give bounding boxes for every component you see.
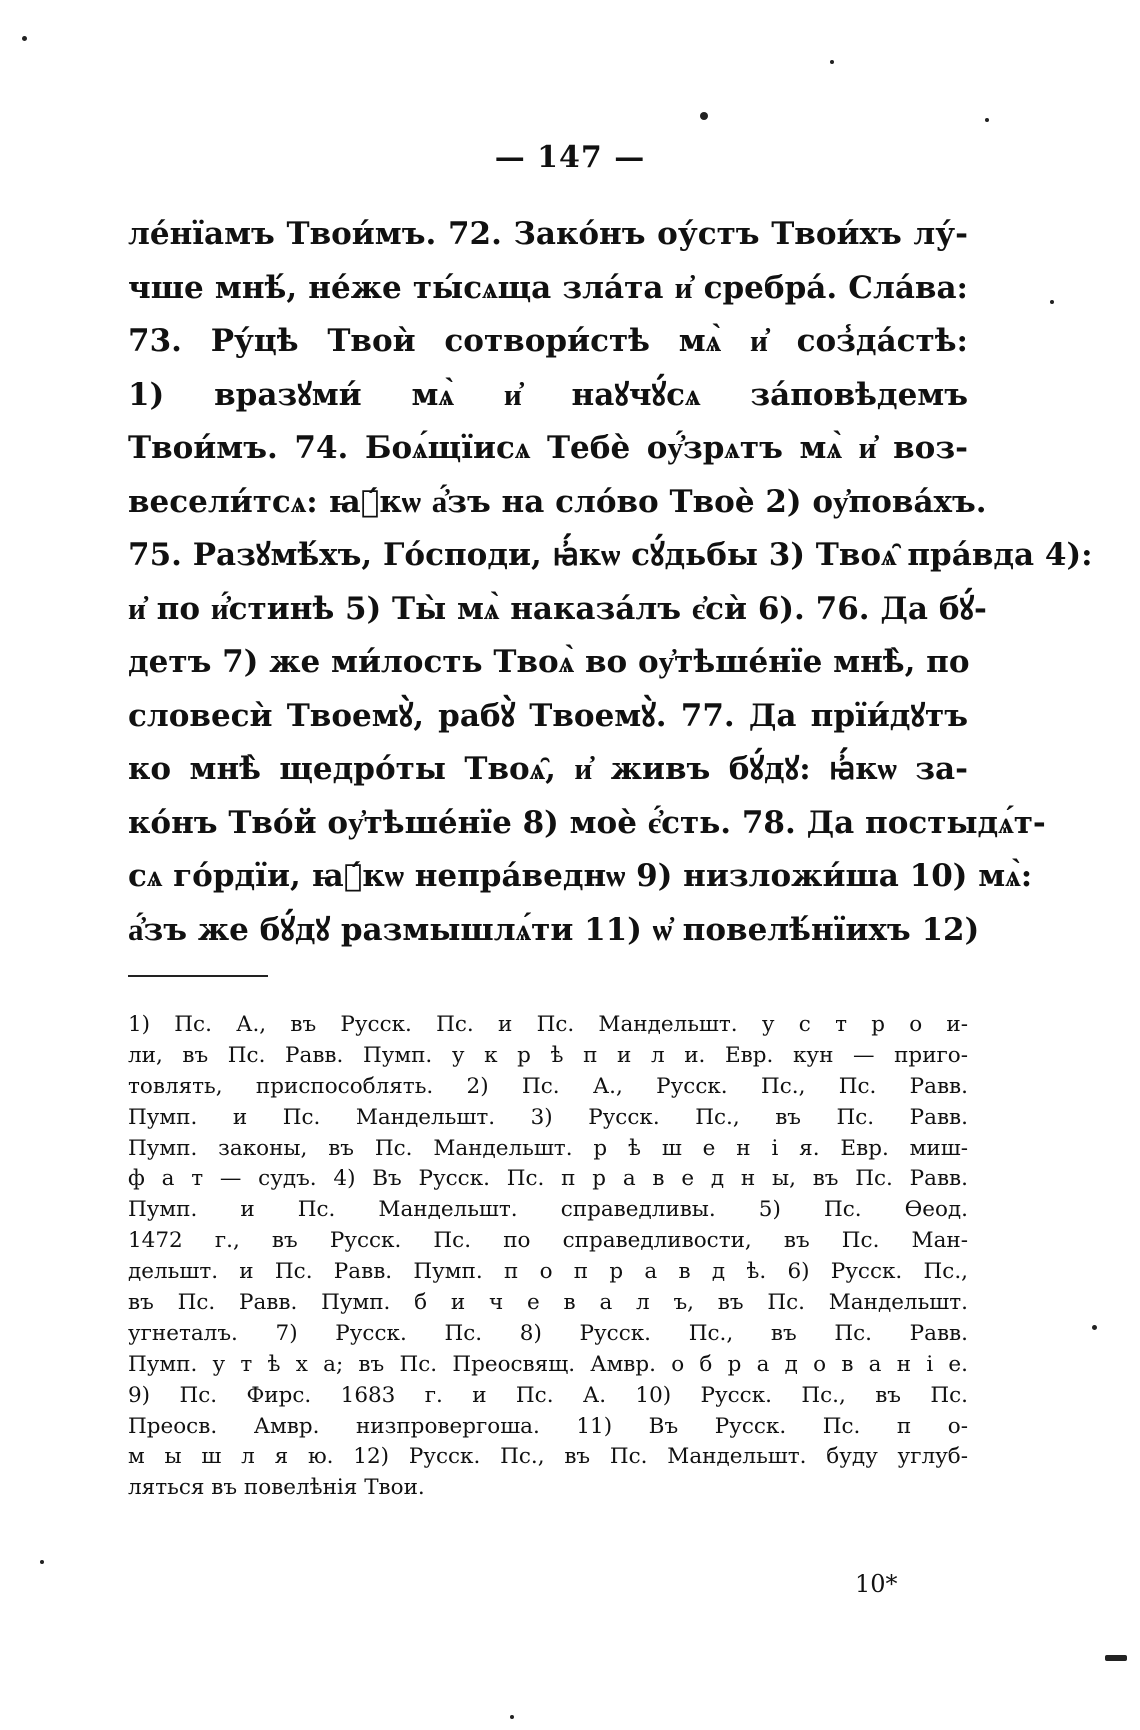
scan-speck <box>700 112 708 120</box>
main-text-line: детъ 7) же ми́лость Твоѧ̀ во оу҆тѣше́нїе мнѣ̀, по <box>128 644 970 680</box>
main-text-line: ле́нїамъ Твои́мъ. 72. Зако́нъ оу́стъ Твои́хъ лу́- <box>128 216 968 252</box>
main-text-line: чше мнѣ́, не́же ты́сѧща зла́та и҆ сребра́. Сла́ва: <box>128 269 968 306</box>
footnote-line: 1) Пс. А., въ Русск. Пс. и Пс. Мандельшт. у с т р о и- <box>128 1012 968 1037</box>
footnote-line: 1472 г., въ Русск. Пс. по справедливости, въ Пс. Ман- <box>128 1228 968 1254</box>
footnote-line: Пумп. законы, въ Пс. Мандельшт. р ѣ ш е н і я. Евр. миш- <box>128 1135 968 1161</box>
footnote-line: ф а т — судъ. 4) Въ Русск. Пс. п р а в е д н ы, въ Пс. Равв. <box>128 1166 968 1192</box>
scan-speck <box>830 60 834 64</box>
footnotes-block <box>128 1010 968 1504</box>
footnote-line: Пумп. у т ѣ х а; въ Пс. Преосвящ. Амвр. о б р а д о в а н і е. <box>128 1351 968 1377</box>
main-text-line: словесѝ Твоемꙋ̀, рабꙋ̀ Твоемꙋ̀. 77. Да прїи́дꙋтъ <box>128 697 968 734</box>
footnote-line: Пумп. и Пс. Мандельшт. справедливы. 5) Пс. Өеод. <box>128 1197 968 1223</box>
main-text-line: весели́тсѧ: ꙗ҆́кѡ а҆́зъ на сло́во Твоѐ 2) оу҆пова́хъ. <box>128 483 987 520</box>
scan-speck <box>40 1560 44 1564</box>
scan-speck <box>985 118 989 122</box>
main-text-line: ко́нъ Тво́й оу҆тѣше́нїе 8) моѐ є҆́сть. 78. Да постыдѧ́т- <box>128 804 1046 841</box>
main-text-line: и҆ по и҆́стинѣ 5) Ты̀ мѧ̀ наказа́лъ є҆сѝ 6). 76. Да бꙋ́- <box>128 590 987 627</box>
scan-speck <box>1105 1655 1127 1661</box>
printer-signature-mark: 10* <box>855 1570 898 1598</box>
footnote-line: ли, въ Пс. Равв. Пумп. у к р ѣ п и л и. Евр. кун — приго- <box>128 1042 968 1068</box>
main-text-line: 73. Ру́цѣ Твоѝ сотвори́стѣ мѧ̀ и҆ соз̾да́стѣ: <box>128 323 968 359</box>
footnote-line: ляться въ повелѣнія Твои. <box>128 1475 425 1501</box>
footnote-divider <box>128 975 268 977</box>
scan-speck <box>22 36 27 41</box>
footnote-line: м ы ш л я ю. 12) Русск. Пс., въ Пс. Мандельшт. буду углуб- <box>128 1444 968 1470</box>
footnote-line: товлять, приспособлять. 2) Пс. А., Русск. Пс., Пс. Равв. <box>128 1073 968 1099</box>
scan-speck <box>1050 300 1054 304</box>
footnote-line: 9) Пс. Фирс. 1683 г. и Пс. А. 10) Русск. Пс., въ Пс. <box>128 1382 968 1408</box>
main-text-line: сѧ го́рдїи, ꙗ҆́кѡ непра́веднѡ 9) низложи́ша 10) мѧ̀: <box>128 858 1033 894</box>
main-text-line: ко мнѣ̀ щедро́ты Твоѧ̑, и҆ живъ бꙋ́дꙋ: ꙗ҆́кѡ за- <box>128 751 968 787</box>
main-text-line: а҆́зъ же бꙋ́дꙋ размышлѧ́ти 11) ѡ҆ повелѣ́нїихъ 12) <box>128 911 980 948</box>
scan-speck <box>1092 1325 1097 1330</box>
main-text-line: 1) вразꙋми́ мѧ̀ и҆ наꙋчꙋ́сѧ за́повѣдемъ <box>128 376 968 413</box>
main-text-line: 75. Разꙋмѣ́хъ, Го́споди, ꙗ҆́кѡ сꙋ́дьбы 3) Твоѧ̑ пра́вда 4): <box>128 537 1093 573</box>
footnote-line: угнеталъ. 7) Русск. Пс. 8) Русск. Пс., въ Пс. Равв. <box>128 1320 968 1346</box>
page-number: — 147 — <box>494 140 646 175</box>
footnote-line: Преосв. Амвр. низпровергоша. 11) Въ Русск. Пс. п о- <box>128 1413 968 1439</box>
main-text-line: Твои́мъ. 74. Боѧ́щїисѧ Тебѐ оу҆́зрѧтъ мѧ̀ и҆ воз- <box>128 430 968 466</box>
footnote-line: въ Пс. Равв. Пумп. б и ч е в а л ъ, въ Пс. Мандельшт. <box>128 1290 968 1316</box>
scan-speck <box>510 1715 514 1719</box>
main-text-block <box>128 208 1093 957</box>
footnote-line: Пумп. и Пс. Мандельшт. 3) Русск. Пс., въ Пс. Равв. <box>128 1104 968 1130</box>
footnote-line: дельшт. и Пс. Равв. Пумп. п о п р а в д ѣ. 6) Русск. Пс., <box>128 1259 968 1285</box>
